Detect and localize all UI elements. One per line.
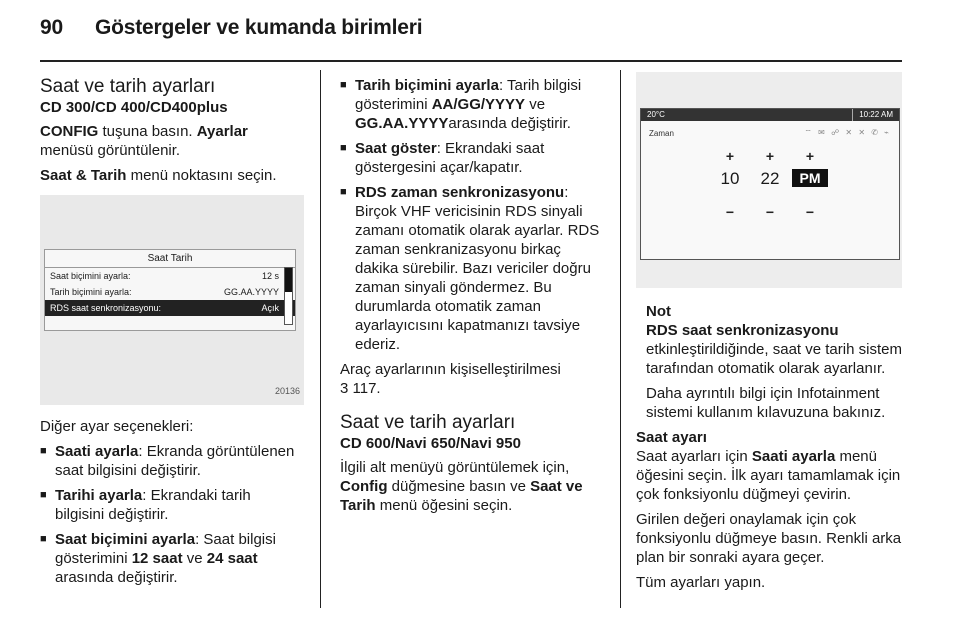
menu-row-selected (45, 300, 295, 316)
text: menü öğesini seçin. (375, 497, 513, 514)
text: : Ekranda görüntülenen saat bilgisini değiştirir. (55, 443, 295, 479)
note-label: Not (646, 303, 671, 320)
text: İlgili alt menüyü görüntülemek için, (340, 459, 570, 476)
paragraph (636, 447, 902, 504)
menu-row-label: Tarih biçimini ayarla: (50, 287, 132, 297)
bold-term: Saat göster (355, 140, 437, 157)
bold-term: Saat biçimini ayarla (55, 531, 196, 548)
text: tuşuna basın. (98, 123, 197, 140)
options-list (40, 442, 304, 587)
text: menüsü görüntülenir. (40, 142, 181, 159)
hour-value: 10 (720, 169, 740, 188)
text: düğmesine basın ve (387, 478, 531, 495)
text: : Ekrandaki saat göstergesini açar/kapatır. (355, 140, 545, 176)
subsection-heading: Saat ayarı (636, 429, 707, 446)
section-subheading: CD 300/CD 400/CD400plus (40, 99, 228, 116)
bold-term: Ayarlar (196, 123, 248, 140)
status-bar (641, 109, 899, 121)
infotainment-screen (640, 108, 900, 260)
figure-number: 20136 (274, 386, 300, 396)
hour-increment: + (725, 148, 735, 164)
text: arasında değiştirir. (55, 569, 178, 586)
text: : Ekrandaki tarih bilgisini değiştirir. (55, 487, 251, 523)
text: menü noktasını seçin. (126, 167, 277, 184)
page-title: Göstergeler ve kumanda birimleri (94, 16, 423, 39)
column-divider (320, 70, 321, 608)
section-heading: Saat ve tarih ayarları (340, 412, 516, 433)
ampm-value: PM (792, 169, 828, 187)
menu-row (45, 284, 295, 300)
text: Saat ayarları için (636, 448, 752, 465)
bold-term: Saati ayarla (751, 448, 836, 465)
text: : Saat bilgisi gösterimini (55, 531, 276, 567)
bold-term: RDS zaman senkronizasyonu (355, 184, 565, 201)
hour-decrement: − (725, 204, 735, 220)
temperature: 20°C (647, 110, 665, 119)
options-list (340, 76, 608, 354)
paragraph: Girilen değeri onaylamak için çok fonksiyonlu düğmeye basın. Renkli arka plan bir sonraki ayara geçer. (636, 511, 902, 566)
note-text: Daha ayrıntılı bilgi için Infotainment sistemi kullanım kılavuzuna bakınız. (646, 385, 886, 421)
text: : Birçok VHF vericisinin RDS sinyali zamanı otomatik olarak ayarlar. RDS zaman senkranizasyonu birkaç dakika sürebilir. Bazı vericiler doğru zaman sinyali göndermez. Bu durumlarda otomatik zaman ayarlayıcısını kapatmanızı tavsiye ederiz. (355, 184, 600, 353)
clock-screenshot (636, 72, 902, 288)
list-item (340, 76, 608, 133)
menu-row-label: RDS saat senkronizasyonu: (50, 303, 162, 313)
ampm-decrement: − (805, 204, 815, 220)
list-item (340, 139, 608, 177)
text: ve (525, 96, 546, 113)
header-rule (40, 60, 902, 62)
minute-value: 22 (760, 169, 780, 188)
bold-term: AA/GG/YYYY (431, 96, 526, 113)
note-heading: RDS saat senkronizasyonu (646, 322, 839, 339)
paragraph: Tüm ayarları yapın. (636, 574, 766, 591)
paragraph (340, 458, 608, 515)
paragraph (340, 360, 608, 398)
column-divider (620, 70, 621, 608)
screen-title: Zaman (649, 129, 674, 138)
bold-term: Saati ayarla (55, 443, 139, 460)
bold-term: 24 saat (206, 550, 258, 567)
column-middle (340, 76, 608, 521)
page-reference: 3 117. (340, 380, 381, 397)
list-item (40, 486, 304, 524)
menu-row (45, 268, 295, 284)
ampm-increment: + (805, 148, 815, 164)
menu-screenshot (40, 195, 304, 405)
bold-term: GG.AA.YYYY (355, 115, 449, 132)
text: : Tarih bilgisi gösterimini (355, 77, 582, 113)
column-left (40, 76, 304, 593)
note-text: etkinleştirildiğinde, saat ve tarih sistem tarafından otomatik olarak ayarlanır. (646, 341, 902, 377)
scrollbar-thumb (285, 268, 292, 292)
list-item (40, 530, 304, 587)
paragraph (40, 122, 304, 160)
bold-term: Saat ve Tarih (340, 478, 583, 514)
list-item (340, 183, 608, 354)
text: arasında değiştirir. (448, 115, 571, 132)
paragraph (40, 166, 304, 185)
page-header (40, 16, 422, 40)
text: ve (182, 550, 207, 567)
list-item (40, 442, 304, 480)
menu-title: Saat Tarih (45, 250, 295, 268)
menu-row-value: 12 s (261, 271, 279, 281)
menu-row-value: Açık (261, 303, 279, 313)
status-icons: ⌔ ✉ ☍ ✕ ✕ ✆ ⌁ (804, 128, 891, 137)
menu-row-value: GG.AA.YYYY (223, 287, 279, 297)
section-subheading: CD 600/Navi 650/Navi 950 (340, 435, 521, 452)
bold-term: Config (340, 478, 388, 495)
menu-box (44, 249, 296, 331)
minute-decrement: − (765, 204, 775, 220)
bold-term: CONFIG (40, 123, 99, 140)
menu-row-label: Saat biçimini ayarla: (50, 271, 131, 281)
minute-increment: + (765, 148, 775, 164)
column-right (636, 72, 902, 598)
paragraph: Diğer ayar seçenekleri: (40, 418, 194, 435)
text: Araç ayarlarının kişiselleştirilmesi (340, 361, 561, 378)
bold-term: Saat & Tarih (40, 167, 127, 184)
bold-term: Tarihi ayarla (55, 487, 143, 504)
section-heading: Saat ve tarih ayarları (40, 76, 216, 97)
bold-term: 12 saat (131, 550, 183, 567)
bold-term: Tarih biçimini ayarla (355, 77, 499, 94)
text: menü öğesini seçin. İlk ayarı tamamlamak için çok fonksiyonlu düğmeyi çevirin. (636, 448, 901, 503)
menu-scrollbar (284, 267, 293, 325)
clock: 10:22 AM (852, 109, 893, 121)
note-box (636, 302, 902, 422)
page-number: 90 (40, 16, 63, 39)
